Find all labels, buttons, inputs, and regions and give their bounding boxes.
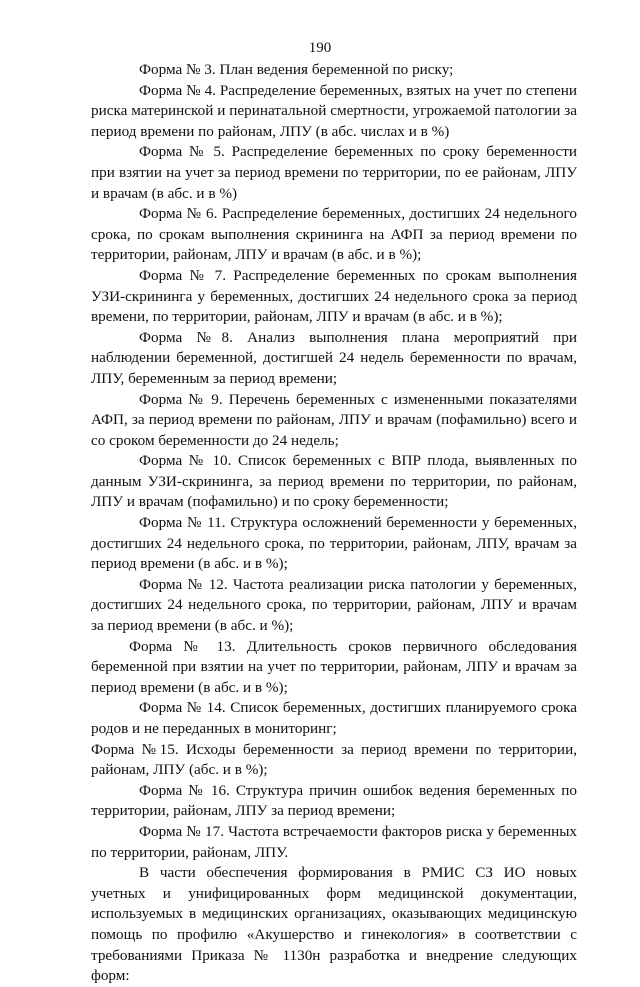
paragraph-form-17: Форма № 17. Частота встречаемости факторов риска у беременных по территории, районам, ЛПУ.: [91, 822, 577, 861]
paragraph-form-5: Форма № 5. Распределение беременных по сроку беременности при взятии на учет за период времени по территории, по ее районам, ЛПУ и врачам (в абс. и в %): [91, 143, 577, 202]
paragraph-form-7: Форма № 7. Распределение беременных по срокам выполнения УЗИ-скрининга у беременных, достигших 24 недельного срока за период времени, по территории, районам, ЛПУ и врачам (в абс. и в %);: [91, 266, 577, 326]
body-text: [91, 60, 577, 987]
paragraph-form-11: Форма № 11. Структура осложнений беременности у беременных, достигших 24 недельного срока, по территории, районам, ЛПУ, врачам за период времени (в абс. и в %);: [91, 514, 577, 573]
page-number: 190: [308, 40, 332, 56]
paragraph-form-13: Форма № 13. Длительность сроков первичного обследования беременной при взятии на учет по территории, районам, ЛПУ и врачам за период времени (в абс. и в %);: [91, 637, 577, 696]
paragraph-rmis-intro: В части обеспечения формирования в РМИС СЗ ИО новых учетных и унифицированных форм медицинской документации, используемых в медицинских организациях, оказывающих медицинскую помощь по профилю «Акушерство и гинекология» в соответствии с требованиями Приказа № 1130н разработка и внедрение следующих форм:: [91, 864, 577, 985]
paragraph-form-8: Форма №8. Анализ выполнения плана мероприятий при наблюдении беременной, достигшей 24 недель беременности по врачам, ЛПУ, беременным за период времени;: [91, 328, 577, 387]
paragraph-form-12: Форма № 12. Частота реализации риска патологии у беременных, достигших 24 недельного срока, по территории, районам, ЛПУ и врачам за период времени (в абс. и %);: [91, 575, 577, 635]
paragraph-form-15: Форма №15. Исходы беременности за период времени по территории, районам, ЛПУ (абс. и в %);: [91, 740, 577, 779]
paragraph-form-16: Форма № 16. Структура причин ошибок ведения беременных по территории, районам, ЛПУ за период времени;: [91, 781, 577, 820]
paragraph-form-3: Форма № 3. План ведения беременной по риску;: [139, 61, 454, 78]
paragraph-form-6: Форма № 6. Распределение беременных, достигших 24 недельного срока, по срокам выполнения скрининга на АФП за период времени по территории, районам, ЛПУ и врачам (в абс. и в %);: [91, 205, 577, 264]
paragraph-form-14: Форма № 14. Список беременных, достигших планируемого срока родов и не переданных в мониторинг;: [91, 699, 577, 737]
paragraph-form-9: Форма № 9. Перечень беременных с измененными показателями АФП, за период времени по районам, ЛПУ и врачам (пофамильно) всего и со сроком беременности до 24 недель;: [91, 390, 577, 449]
paragraph-form-4: Форма № 4. Распределение беременных, взятых на учет по степени риска материнской и перинатальной смертности, угрожаемой патологии за период времени по районам, ЛПУ (в абс. числах и в %): [91, 81, 577, 140]
paragraph-form-10: Форма № 10. Список беременных с ВПР плода, выявленных по данным УЗИ-скрининга, за период времени по территории, по районам, ЛПУ и врачам (пофамильно) и по сроку беременности;: [91, 452, 577, 511]
